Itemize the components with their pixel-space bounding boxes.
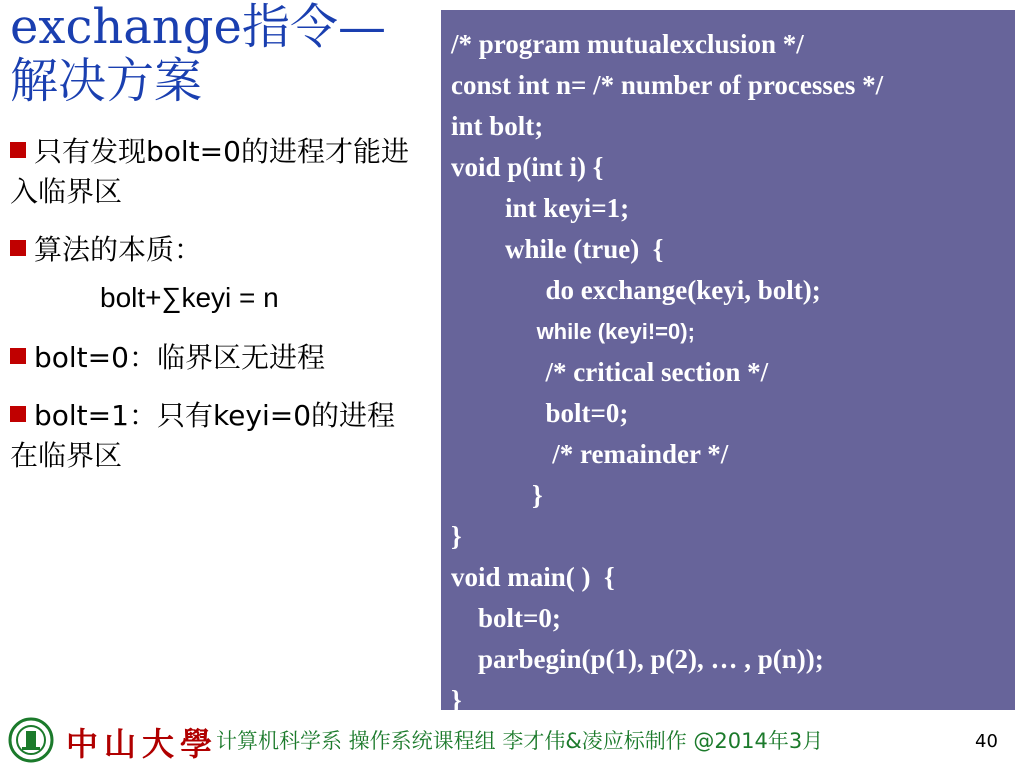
bullet-item — [10, 396, 410, 476]
code-line: bolt=0; — [451, 603, 561, 633]
square-bullet-icon — [10, 406, 26, 422]
equation: bolt+∑keyi = n — [100, 282, 279, 313]
code-line: } — [451, 685, 462, 715]
title-line-1: exchange指令— — [10, 0, 386, 55]
university-seal-icon — [8, 717, 54, 763]
square-bullet-icon — [10, 348, 26, 364]
code-line: while (keyi!=0); — [451, 319, 695, 344]
code-block — [441, 10, 1015, 715]
footer-credit: 计算机科学系 操作系统课程组 李才伟&凌应标制作 @2014年3月 — [216, 729, 824, 753]
page-number: 40 — [975, 731, 998, 752]
code-line: /* program mutualexclusion */ — [451, 29, 804, 59]
code-line: while (true) { — [451, 234, 664, 264]
bullet-text: bolt=0：临界区无进程 — [34, 341, 325, 374]
code-line: } — [451, 521, 462, 551]
university-name: 中山大學 — [66, 725, 219, 763]
bullet-item — [10, 230, 410, 270]
bullet-text: bolt=1：只有keyi=0的进程在临界区 — [10, 399, 396, 472]
bullet-text: 算法的本质： — [34, 233, 203, 266]
code-line: bolt=0; — [451, 398, 629, 428]
title-line-2: 解决方案 — [10, 53, 203, 109]
square-bullet-icon — [10, 142, 26, 158]
code-line: /* critical section */ — [451, 357, 769, 387]
code-line: do exchange(keyi, bolt); — [451, 275, 821, 305]
slide-title — [10, 0, 440, 108]
bullet-list — [10, 132, 410, 494]
code-line: int keyi=1; — [451, 193, 630, 223]
bullet-item — [10, 132, 410, 212]
square-bullet-icon — [10, 240, 26, 256]
code-line: const int n= /* number of processes */ — [451, 70, 884, 100]
slide-footer — [0, 713, 1024, 768]
code-line: /* remainder */ — [451, 439, 729, 469]
code-line: } — [451, 480, 543, 510]
bullet-item — [10, 338, 410, 378]
code-line: void p(int i) { — [451, 152, 604, 182]
code-line: int bolt; — [451, 111, 544, 141]
code-line: parbegin(p(1), p(2), … , p(n)); — [451, 644, 824, 674]
code-line: void main( ) { — [451, 562, 615, 592]
bullet-text: 只有发现bolt=0的进程才能进入临界区 — [10, 135, 409, 208]
